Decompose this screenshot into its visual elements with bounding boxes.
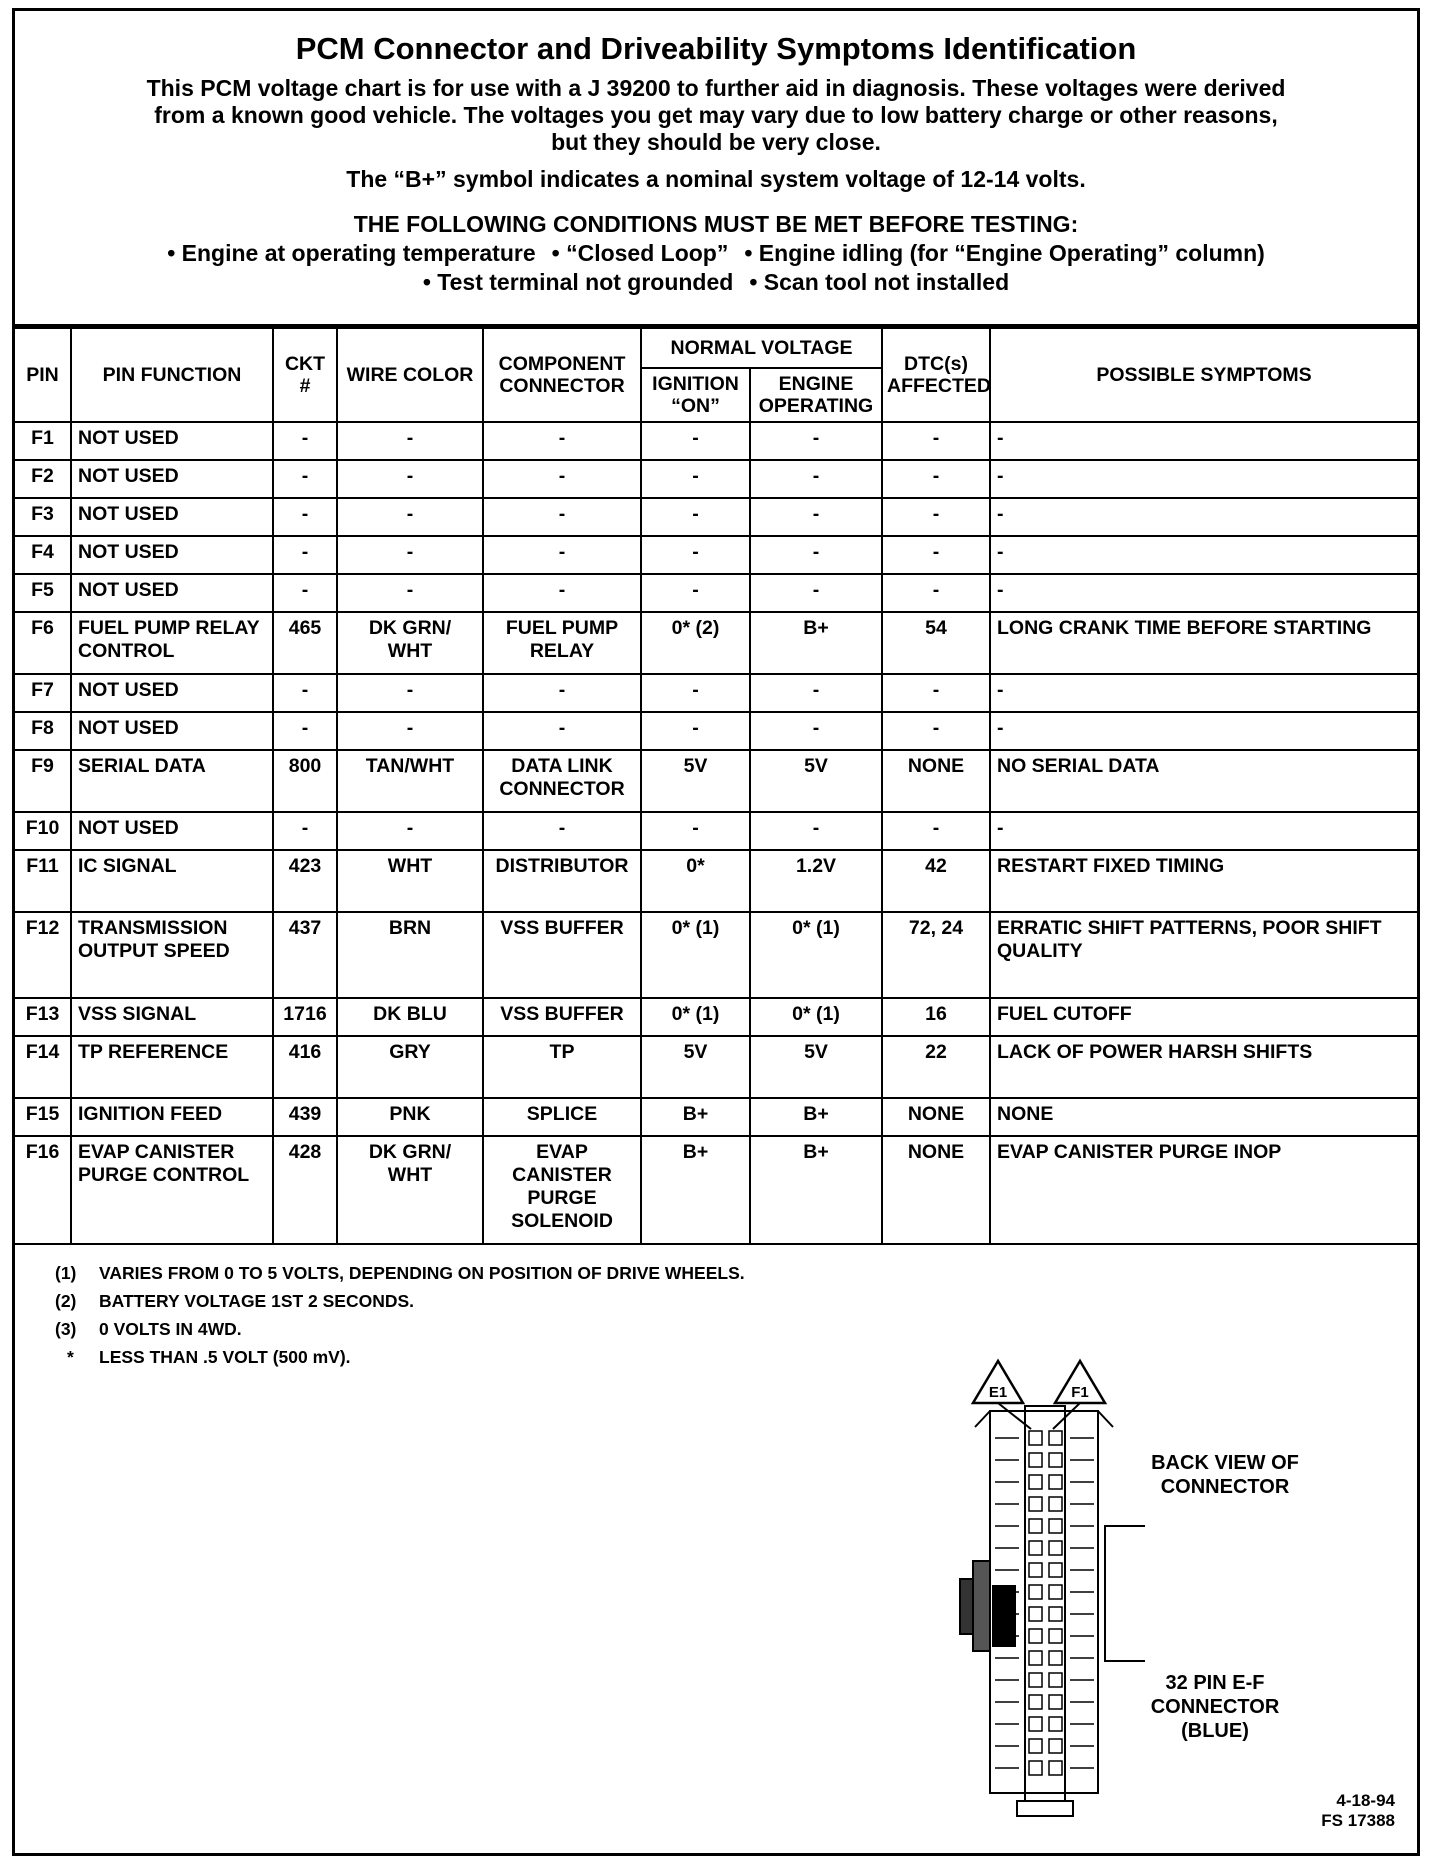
table-row [15, 1136, 1417, 1244]
header-component-connector: COMPONENT CONNECTOR [483, 328, 641, 422]
condition-item: • Engine at operating temperature [167, 240, 536, 266]
ignition-on-cell: - [641, 536, 750, 574]
ignition-on-cell: - [641, 422, 750, 460]
table-row [15, 850, 1417, 912]
component-cell: - [483, 712, 641, 750]
pin-function-cell: TRANSMISSION OUTPUT SPEED [71, 912, 273, 998]
footnote-key: (2) [55, 1291, 77, 1311]
engine-operating-cell: 0* (1) [750, 912, 882, 998]
pin-function-cell: IC SIGNAL [71, 850, 273, 912]
footnote [55, 1291, 745, 1319]
wire-color-cell: TAN/WHT [337, 750, 483, 812]
ckt-cell: 428 [273, 1136, 337, 1244]
ckt-cell: 423 [273, 850, 337, 912]
pin-cell: F7 [15, 674, 71, 712]
ckt-cell: - [273, 812, 337, 850]
dtc-cell: - [882, 536, 990, 574]
connector-pin-cell [1029, 1585, 1042, 1599]
header-ckt: CKT # [273, 328, 337, 422]
condition-item: • Test terminal not grounded [422, 269, 734, 295]
pin-cell: F9 [15, 750, 71, 812]
header-possible-symptoms: POSSIBLE SYMPTOMS [990, 328, 1417, 422]
component-cell: - [483, 498, 641, 536]
connector-pin-cell [1029, 1761, 1042, 1775]
footnote-text: VARIES FROM 0 TO 5 VOLTS, DEPENDING ON POSITION OF DRIVE WHEELS. [99, 1263, 745, 1283]
table-row [15, 422, 1417, 460]
connector-pin-cell [1049, 1585, 1062, 1599]
table-row [15, 812, 1417, 850]
pin-cell: F16 [15, 1136, 71, 1244]
bplus-note: The “B+” symbol indicates a nominal system voltage of 12-14 volts. [346, 166, 1086, 192]
wire-color-cell: DK BLU [337, 998, 483, 1036]
connector-pin-cell [1049, 1519, 1062, 1533]
component-cell: - [483, 422, 641, 460]
connector-pin-cell [1049, 1497, 1062, 1511]
wire-color-cell: - [337, 422, 483, 460]
symptoms-cell: NO SERIAL DATA [990, 750, 1417, 812]
footnote-text: 0 VOLTS IN 4WD. [99, 1319, 242, 1339]
connector-diagram [945, 1351, 1365, 1831]
connector-pin-cell [1029, 1651, 1042, 1665]
ckt-cell: 1716 [273, 998, 337, 1036]
connector-pin-cell [1029, 1541, 1042, 1555]
ignition-on-cell: - [641, 498, 750, 536]
conditions-title: THE FOLLOWING CONDITIONS MUST BE MET BEFORE TESTING: [353, 211, 1079, 237]
pin-function-cell: NOT USED [71, 574, 273, 612]
ckt-cell: - [273, 574, 337, 612]
dtc-cell: 16 [882, 998, 990, 1036]
table-row [15, 460, 1417, 498]
table-row [15, 998, 1417, 1036]
connector-pin-cell [1049, 1475, 1062, 1489]
pin-cell: F8 [15, 712, 71, 750]
table-row [15, 498, 1417, 536]
document-frame [12, 8, 1420, 1856]
connector-pin-cell [1029, 1717, 1042, 1731]
wire-color-cell: DK GRN/ WHT [337, 612, 483, 674]
symptoms-cell: - [990, 812, 1417, 850]
conditions-line-2 [15, 269, 1417, 296]
connector-pin-cell [1029, 1629, 1042, 1643]
condition-item: • “Closed Loop” [551, 240, 729, 266]
connector-pin-cell [1049, 1673, 1062, 1687]
pin-function-cell: SERIAL DATA [71, 750, 273, 812]
engine-operating-cell: - [750, 536, 882, 574]
component-cell: - [483, 460, 641, 498]
symptoms-cell: EVAP CANISTER PURGE INOP [990, 1136, 1417, 1244]
intro-text [35, 75, 1397, 156]
pin-function-cell: NOT USED [71, 422, 273, 460]
wire-color-cell: - [337, 460, 483, 498]
pin-cell: F11 [15, 850, 71, 912]
dtc-cell: - [882, 812, 990, 850]
engine-operating-cell: 0* (1) [750, 998, 882, 1036]
pin-cell: F10 [15, 812, 71, 850]
dtc-cell: 54 [882, 612, 990, 674]
pin-table [15, 327, 1417, 1245]
engine-operating-cell: B+ [750, 612, 882, 674]
pin-cell: F4 [15, 536, 71, 574]
pin-function-cell: IGNITION FEED [71, 1098, 273, 1136]
pin-cell: F12 [15, 912, 71, 998]
ignition-on-cell: - [641, 574, 750, 612]
intro-line-2: from a known good vehicle. The voltages you get may vary due to low battery charge or other reasons, [154, 102, 1278, 128]
component-cell: - [483, 536, 641, 574]
connector-pin-cell [1029, 1475, 1042, 1489]
ignition-on-cell: 0* (1) [641, 998, 750, 1036]
pin-table-body [15, 422, 1417, 1244]
connector-pin-cell [1029, 1431, 1042, 1445]
connector-pin-cell [1049, 1739, 1062, 1753]
conditions-line-1 [15, 240, 1417, 267]
pin-cell: F13 [15, 998, 71, 1036]
header-section [15, 11, 1417, 327]
footnote-text: BATTERY VOLTAGE 1ST 2 SECONDS. [99, 1291, 415, 1311]
pin-function-cell: NOT USED [71, 712, 273, 750]
pin-cell: F15 [15, 1098, 71, 1136]
condition-item: • Engine idling (for “Engine Operating” column) [744, 240, 1265, 266]
connector-pin-cell [1049, 1453, 1062, 1467]
pin-cell: F14 [15, 1036, 71, 1098]
ignition-on-cell: 5V [641, 1036, 750, 1098]
connector-pin-cell [1029, 1453, 1042, 1467]
ckt-cell: 416 [273, 1036, 337, 1098]
pin-cell: F6 [15, 612, 71, 674]
engine-operating-cell: B+ [750, 1098, 882, 1136]
connector-pin-cell [1049, 1607, 1062, 1621]
component-cell: SPLICE [483, 1098, 641, 1136]
connector-pin-cell [1049, 1629, 1062, 1643]
intro-line-1: This PCM voltage chart is for use with a J 39200 to further aid in diagnosis. These voltages were derived [146, 75, 1286, 101]
connector-pin-cell [1029, 1519, 1042, 1533]
ignition-on-cell: 0* [641, 850, 750, 912]
engine-operating-cell: 5V [750, 1036, 882, 1098]
pin-cell: F1 [15, 422, 71, 460]
wire-color-cell: GRY [337, 1036, 483, 1098]
wire-color-cell: - [337, 574, 483, 612]
pin-function-cell: NOT USED [71, 498, 273, 536]
symptoms-cell: - [990, 674, 1417, 712]
connector-pin-cell [1049, 1761, 1062, 1775]
dtc-cell: NONE [882, 1136, 990, 1244]
figure-date: 4-18-94 [1336, 1791, 1395, 1810]
symptoms-cell: LONG CRANK TIME BEFORE STARTING [990, 612, 1417, 674]
page-title: PCM Connector and Driveability Symptoms Identification [295, 31, 1137, 66]
f1-label: F1 [1071, 1384, 1089, 1401]
symptoms-cell: RESTART FIXED TIMING [990, 850, 1417, 912]
ignition-on-cell: B+ [641, 1098, 750, 1136]
engine-operating-cell: - [750, 812, 882, 850]
wire-color-cell: WHT [337, 850, 483, 912]
connector-pin-cell [1029, 1673, 1042, 1687]
symptoms-cell: LACK OF POWER HARSH SHIFTS [990, 1036, 1417, 1098]
ckt-cell: - [273, 536, 337, 574]
component-cell: - [483, 812, 641, 850]
dtc-cell: - [882, 712, 990, 750]
symptoms-cell: - [990, 536, 1417, 574]
connector-pin-cell [1029, 1563, 1042, 1577]
footnote-key: (1) [55, 1263, 77, 1283]
ignition-on-cell: - [641, 712, 750, 750]
header-pin-function: PIN FUNCTION [71, 328, 273, 422]
engine-operating-cell: - [750, 422, 882, 460]
ckt-cell: 439 [273, 1098, 337, 1136]
footnote-key: (3) [55, 1319, 77, 1339]
component-cell: FUEL PUMP RELAY [483, 612, 641, 674]
connector-pin-cell [1029, 1739, 1042, 1753]
wire-color-cell: - [337, 812, 483, 850]
connector-pin-cell [1049, 1695, 1062, 1709]
ckt-cell: - [273, 460, 337, 498]
header-normal-voltage: NORMAL VOLTAGE [641, 328, 882, 368]
symptoms-cell: - [990, 574, 1417, 612]
component-cell: EVAP CANISTER PURGE SOLENOID [483, 1136, 641, 1244]
engine-operating-cell: - [750, 712, 882, 750]
header-wire-color: WIRE COLOR [337, 328, 483, 422]
wire-color-cell: - [337, 536, 483, 574]
component-cell: VSS BUFFER [483, 998, 641, 1036]
pin-function-cell: FUEL PUMP RELAY CONTROL [71, 612, 273, 674]
engine-operating-cell: - [750, 460, 882, 498]
figure-id: FS 17388 [1321, 1811, 1395, 1830]
engine-operating-cell: 5V [750, 750, 882, 812]
symptoms-cell: - [990, 460, 1417, 498]
engine-operating-cell: - [750, 574, 882, 612]
header-ignition-on: IGNITION “ON” [641, 368, 750, 422]
ignition-on-cell: 0* (1) [641, 912, 750, 998]
ignition-on-cell: - [641, 812, 750, 850]
ignition-on-cell: - [641, 460, 750, 498]
footnote [55, 1319, 745, 1347]
footnote [55, 1263, 745, 1291]
connector-pin-cell [1029, 1607, 1042, 1621]
header-pin: PIN [15, 328, 71, 422]
pin-function-cell: EVAP CANISTER PURGE CONTROL [71, 1136, 273, 1244]
table-row [15, 912, 1417, 998]
component-cell: DATA LINK CONNECTOR [483, 750, 641, 812]
symptoms-cell: NONE [990, 1098, 1417, 1136]
table-row [15, 750, 1417, 812]
dtc-cell: NONE [882, 1098, 990, 1136]
ckt-cell: - [273, 674, 337, 712]
intro-line-3: but they should be very close. [551, 129, 881, 155]
component-cell: - [483, 674, 641, 712]
wire-color-cell: - [337, 712, 483, 750]
table-row [15, 712, 1417, 750]
table-row [15, 612, 1417, 674]
symptoms-cell: - [990, 422, 1417, 460]
connector-pin-cell [1049, 1717, 1062, 1731]
ignition-on-cell: 0* (2) [641, 612, 750, 674]
pin-function-cell: NOT USED [71, 812, 273, 850]
dtc-cell: 42 [882, 850, 990, 912]
e1-label: E1 [988, 1384, 1008, 1401]
pin-cell: F3 [15, 498, 71, 536]
ckt-cell: 800 [273, 750, 337, 812]
ckt-cell: - [273, 712, 337, 750]
wire-color-cell: PNK [337, 1098, 483, 1136]
table-row [15, 1098, 1417, 1136]
component-cell: VSS BUFFER [483, 912, 641, 998]
footnote-text: LESS THAN .5 VOLT (500 mV). [99, 1347, 351, 1367]
symptoms-cell: - [990, 712, 1417, 750]
ignition-on-cell: - [641, 674, 750, 712]
connector-pin-cell [1029, 1695, 1042, 1709]
connector-pin-cell [1049, 1563, 1062, 1577]
ignition-on-cell: 5V [641, 750, 750, 812]
footnote [55, 1347, 745, 1375]
table-row [15, 536, 1417, 574]
dtc-cell: - [882, 422, 990, 460]
back-view-caption: BACK VIEW OF CONNECTOR [1151, 1452, 1299, 1498]
ckt-cell: - [273, 422, 337, 460]
connector-pin-cell [1049, 1651, 1062, 1665]
figure-stamp [1321, 1791, 1395, 1831]
table-row [15, 674, 1417, 712]
pin-function-cell: TP REFERENCE [71, 1036, 273, 1098]
footnote-key: * [67, 1347, 74, 1367]
table-row [15, 1036, 1417, 1098]
dtc-cell: - [882, 498, 990, 536]
symptoms-cell: ERRATIC SHIFT PATTERNS, POOR SHIFT QUALITY [990, 912, 1417, 998]
dtc-cell: - [882, 674, 990, 712]
dtc-cell: NONE [882, 750, 990, 812]
condition-item: • Scan tool not installed [749, 269, 1010, 295]
dtc-cell: 72, 24 [882, 912, 990, 998]
connector-drawing [945, 1351, 1145, 1831]
engine-operating-cell: B+ [750, 1136, 882, 1244]
symptoms-cell: FUEL CUTOFF [990, 998, 1417, 1036]
component-cell: DISTRIBUTOR [483, 850, 641, 912]
engine-operating-cell: 1.2V [750, 850, 882, 912]
ckt-cell: 437 [273, 912, 337, 998]
wire-color-cell: - [337, 498, 483, 536]
engine-operating-cell: - [750, 674, 882, 712]
component-cell: TP [483, 1036, 641, 1098]
ignition-on-cell: B+ [641, 1136, 750, 1244]
engine-operating-cell: - [750, 498, 882, 536]
dtc-cell: 22 [882, 1036, 990, 1098]
footnotes [55, 1263, 745, 1375]
header-dtc-affected: DTC(s) AFFECTED [882, 328, 990, 422]
dtc-cell: - [882, 460, 990, 498]
wire-color-cell: - [337, 674, 483, 712]
ckt-cell: - [273, 498, 337, 536]
pin-cell: F5 [15, 574, 71, 612]
wire-color-cell: BRN [337, 912, 483, 998]
pin-function-cell: NOT USED [71, 536, 273, 574]
pin-function-cell: NOT USED [71, 674, 273, 712]
pin-function-cell: NOT USED [71, 460, 273, 498]
connector-pin-cell [1029, 1497, 1042, 1511]
header-engine-operating: ENGINE OPERATING [750, 368, 882, 422]
connector-pin-cell [1049, 1541, 1062, 1555]
wire-color-cell: DK GRN/ WHT [337, 1136, 483, 1244]
connector-pin-cell [1049, 1431, 1062, 1445]
pin-function-cell: VSS SIGNAL [71, 998, 273, 1036]
component-cell: - [483, 574, 641, 612]
table-row [15, 574, 1417, 612]
connector-caption: 32 PIN E-F CONNECTOR (BLUE) [1150, 1672, 1280, 1742]
ckt-cell: 465 [273, 612, 337, 674]
pin-cell: F2 [15, 460, 71, 498]
symptoms-cell: - [990, 498, 1417, 536]
dtc-cell: - [882, 574, 990, 612]
